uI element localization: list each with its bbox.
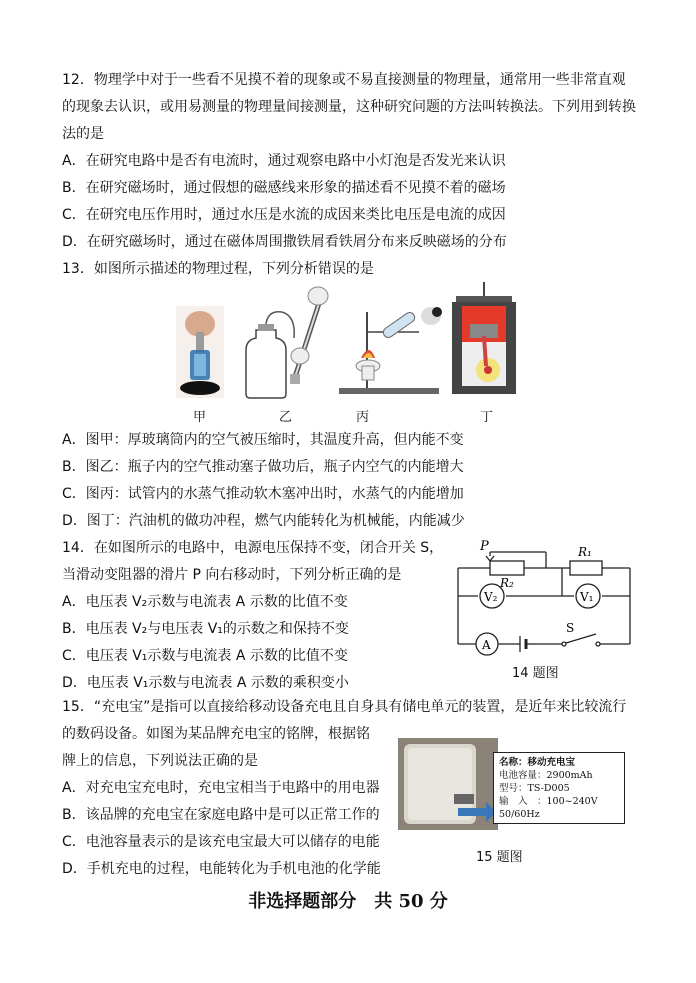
nameplate-name: 名称：移动充电宝 bbox=[499, 757, 576, 768]
figure-label-ding: 丁 bbox=[480, 410, 494, 425]
q14-figure-caption: 14 题图 bbox=[512, 666, 559, 681]
q12-option-b: B．在研究磁场时，通过假想的磁感线来形象的描述看不见摸不着的磁场 bbox=[62, 180, 506, 196]
nameplate-capacity: 电池容量：2900mAh bbox=[499, 770, 593, 781]
q15-stem-line2: 的数码设备。如图为某品牌充电宝的铭牌，根据铭 bbox=[62, 726, 370, 742]
section-title: 非选择题部分 共 50 分 bbox=[248, 891, 448, 912]
figure-bing-test-tube bbox=[335, 302, 447, 398]
q12-option-d: D．在研究磁场时，通过在磁体周围撒铁屑看铁屑分布来反映磁场的分布 bbox=[62, 234, 507, 250]
figure-label-yi: 乙 bbox=[279, 410, 293, 425]
circuit-label-v1: V₁ bbox=[580, 590, 594, 604]
q13-option-b: B．图乙：瓶子内的空气推动塞子做功后，瓶子内空气的内能增大 bbox=[62, 459, 464, 475]
figure-jia-compression-tube bbox=[176, 306, 224, 398]
q14-option-c: C．电压表 V₁示数与电流表 A 示数的比值不变 bbox=[62, 648, 348, 664]
q14-stem-line1: 14．在如图所示的电路中，电源电压保持不变，闭合开关 S， bbox=[62, 540, 444, 556]
q15-option-a: A．对充电宝充电时，充电宝相当于电路中的用电器 bbox=[62, 780, 380, 796]
circuit-label-s: S bbox=[566, 621, 575, 635]
q13-option-a: A．图甲：厚玻璃筒内的空气被压缩时，其温度升高，但内能不变 bbox=[62, 432, 464, 448]
power-bank-photo bbox=[398, 738, 498, 830]
nameplate-model: 型号：TS-D005 bbox=[499, 783, 570, 794]
figure-label-bing: 丙 bbox=[356, 410, 370, 425]
q12-stem-line2: 的现象去认识，或用易测量的物理量间接测量，这种研究问题的方法叫转换法。下列用到转换 bbox=[62, 99, 636, 115]
q15-figure-caption: 15 题图 bbox=[476, 850, 523, 865]
q12-option-c: C．在研究电压作用时，通过水压是水流的成因来类比电压是电流的成因 bbox=[62, 207, 506, 223]
q13-stem: 13．如图所示描述的物理过程，下列分析错误的是 bbox=[62, 261, 374, 277]
q14-option-d: D．电压表 V₁示数与电流表 A 示数的乘积变小 bbox=[62, 675, 349, 691]
power-bank-nameplate bbox=[493, 752, 625, 824]
circuit-label-r2: R₂ bbox=[500, 576, 514, 590]
figure-label-jia: 甲 bbox=[193, 410, 207, 425]
q15-stem-line1: 15．“充电宝”是指可以直接给移动设备充电且自身具有储电单元的装置，是近年来比较流行 bbox=[62, 699, 627, 715]
circuit-label-v2: V₂ bbox=[484, 590, 498, 604]
q14-option-a: A．电压表 V₂示数与电流表 A 示数的比值不变 bbox=[62, 594, 348, 610]
q15-option-c: C．电池容量表示的是该充电宝最大可以储存的电能 bbox=[62, 834, 380, 850]
figure-ding-engine bbox=[448, 282, 520, 398]
nameplate-frequency: 50/60Hz bbox=[499, 809, 540, 820]
q12-stem-line3: 法的是 bbox=[62, 126, 104, 142]
circuit-label-p: P bbox=[480, 540, 489, 554]
q13-option-c: C．图丙：试管内的水蒸气推动软木塞冲出时，水蒸气的内能增加 bbox=[62, 486, 464, 502]
q15-option-d: D．手机充电的过程，电能转化为手机电池的化学能 bbox=[62, 861, 381, 877]
q14-option-b: B．电压表 V₂与电压表 V₁的示数之和保持不变 bbox=[62, 621, 349, 637]
figure-yi-bottle-pump bbox=[238, 282, 338, 400]
q13-option-d: D．图丁：汽油机的做功冲程，燃气内能转化为机械能，内能减少 bbox=[62, 513, 465, 529]
circuit-label-a: A bbox=[482, 638, 491, 652]
q15-option-b: B．该品牌的充电宝在家庭电路中是可以正常工作的 bbox=[62, 807, 380, 823]
q12-option-a: A．在研究电路中是否有电流时，通过观察电路中小灯泡是否发光来认识 bbox=[62, 153, 506, 169]
circuit-label-r1: R₁ bbox=[578, 545, 592, 559]
q14-stem-line2: 当滑动变阻器的滑片 P 向右移动时，下列分析正确的是 bbox=[62, 567, 402, 583]
q12-stem-line1: 12．物理学中对于一些看不见摸不着的现象或不易直接测量的物理量，通常用一些非常直观 bbox=[62, 72, 626, 88]
circuit-diagram bbox=[450, 540, 640, 660]
q15-stem-line3: 牌上的信息，下列说法正确的是 bbox=[62, 753, 258, 769]
nameplate-input: 输 入 ：100~240V bbox=[499, 796, 598, 807]
